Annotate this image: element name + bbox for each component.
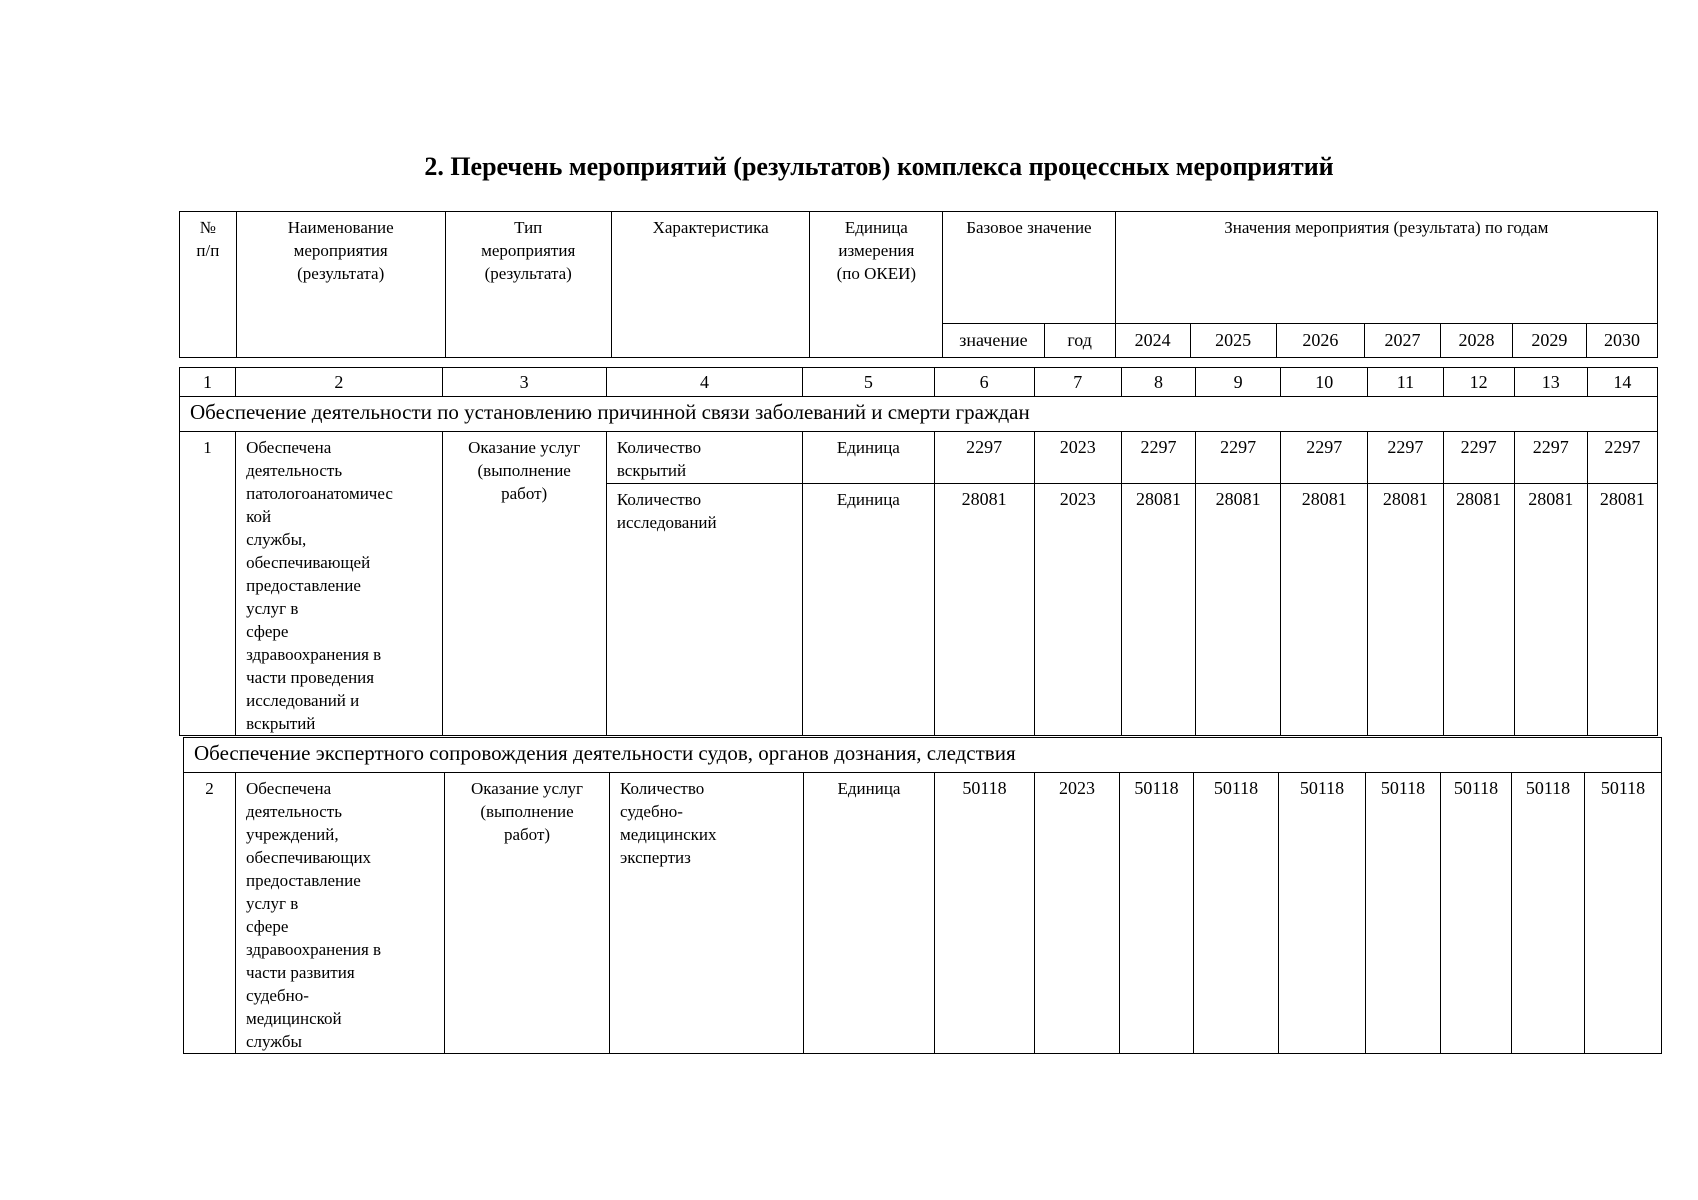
year-value: 28081 xyxy=(1121,483,1195,736)
column-number: 9 xyxy=(1196,368,1281,397)
year-value: 28081 xyxy=(1587,483,1657,736)
table-body-section-2 xyxy=(183,737,1662,1054)
year-value: 50118 xyxy=(1585,773,1662,1054)
header-year: 2025 xyxy=(1190,324,1276,358)
section-title: Обеспечение деятельности по установлению причинной связи заболеваний и смерти граждан xyxy=(180,397,1658,432)
result-type: Оказание услуг (выполнение работ) xyxy=(445,773,610,1054)
year-value: 50118 xyxy=(1512,773,1585,1054)
year-value: 50118 xyxy=(1120,773,1194,1054)
year-value: 2297 xyxy=(1281,432,1368,484)
base-value: 50118 xyxy=(935,773,1035,1054)
base-value: 28081 xyxy=(934,483,1034,736)
unit: Единица xyxy=(803,432,934,484)
column-number: 14 xyxy=(1587,368,1657,397)
year-value: 2297 xyxy=(1121,432,1195,484)
year-value: 2297 xyxy=(1514,432,1587,484)
base-year: 2023 xyxy=(1035,773,1120,1054)
year-value: 50118 xyxy=(1441,773,1512,1054)
year-value: 50118 xyxy=(1279,773,1366,1054)
page-title: 2. Перечень мероприятий (результатов) комплекса процессных мероприятий xyxy=(424,152,1334,181)
header-year: 2028 xyxy=(1440,324,1512,358)
section-title: Обеспечение экспертного сопровождения деятельности судов, органов дознания, следствия xyxy=(184,738,1662,773)
result-name: Обеспечена деятельность учреждений, обеспечивающих предоставление услуг в сфере здравоохранения в части развития судебно- медицинской службы xyxy=(236,773,445,1054)
unit: Единица xyxy=(803,483,934,736)
header-type: Тип мероприятия (результата) xyxy=(445,212,611,358)
year-value: 28081 xyxy=(1281,483,1368,736)
characteristic: Количество вскрытий xyxy=(606,432,802,484)
year-value: 28081 xyxy=(1368,483,1443,736)
header-name: Наименование мероприятия (результата) xyxy=(236,212,445,358)
result-type: Оказание услуг (выполнение работ) xyxy=(442,432,606,736)
year-value: 2297 xyxy=(1587,432,1657,484)
year-value: 28081 xyxy=(1196,483,1281,736)
header-unit: Единица измерения (по ОКЕИ) xyxy=(810,212,943,358)
row-number: 1 xyxy=(180,432,236,736)
year-value: 50118 xyxy=(1366,773,1441,1054)
base-year: 2023 xyxy=(1034,432,1121,484)
header-number: № п/п xyxy=(180,212,237,358)
result-name: Обеспечена деятельность патологоанатомичес кой службы, обеспечивающей предоставление услуг в сфере здравоохранения в части проведения исследований и вскрытий xyxy=(236,432,442,736)
header-base-year: год xyxy=(1044,324,1115,358)
unit: Единица xyxy=(804,773,935,1054)
column-number: 6 xyxy=(934,368,1034,397)
column-number: 12 xyxy=(1443,368,1514,397)
column-number: 1 xyxy=(180,368,236,397)
column-number: 7 xyxy=(1034,368,1121,397)
header-base: Базовое значение xyxy=(943,212,1115,324)
table-body-section-1 xyxy=(179,367,1658,736)
header-year: 2024 xyxy=(1115,324,1190,358)
year-value: 28081 xyxy=(1514,483,1587,736)
column-number: 10 xyxy=(1281,368,1368,397)
year-value: 2297 xyxy=(1196,432,1281,484)
column-number: 13 xyxy=(1514,368,1587,397)
year-value: 2297 xyxy=(1368,432,1443,484)
header-base-value: значение xyxy=(943,324,1044,358)
column-number: 5 xyxy=(803,368,934,397)
header-year: 2029 xyxy=(1512,324,1586,358)
header-characteristic: Характеристика xyxy=(611,212,810,358)
table-header xyxy=(179,211,1658,358)
year-value: 50118 xyxy=(1194,773,1279,1054)
characteristic: Количество судебно- медицинских экспертиз xyxy=(610,773,804,1054)
column-number: 3 xyxy=(442,368,606,397)
year-value: 28081 xyxy=(1443,483,1514,736)
column-number: 8 xyxy=(1121,368,1195,397)
column-number: 2 xyxy=(236,368,442,397)
header-year: 2027 xyxy=(1364,324,1440,358)
column-number: 4 xyxy=(606,368,802,397)
year-value: 2297 xyxy=(1443,432,1514,484)
base-value: 2297 xyxy=(934,432,1034,484)
column-number: 11 xyxy=(1368,368,1443,397)
header-year: 2026 xyxy=(1276,324,1364,358)
row-number: 2 xyxy=(184,773,236,1054)
header-yearly: Значения мероприятия (результата) по годам xyxy=(1115,212,1657,324)
characteristic: Количество исследований xyxy=(606,483,802,736)
base-year: 2023 xyxy=(1034,483,1121,736)
header-year: 2030 xyxy=(1586,324,1657,358)
